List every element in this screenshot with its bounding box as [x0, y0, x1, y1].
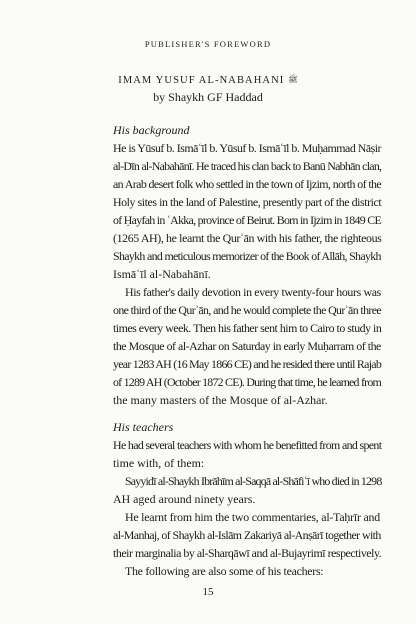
- honorific-seal-icon: ﷺ: [288, 75, 298, 84]
- page-number: 15: [202, 586, 214, 598]
- chapter-title: [0, 74, 416, 86]
- text-line: their marginalia by al-Sharqāwī and al-Bujayrimī respectively.: [113, 546, 382, 560]
- text-line: His father's daily devotion in every twenty-four hours was: [125, 285, 381, 299]
- text-line: of 1289 AH (October 1872 CE). During that time, he learned from: [113, 375, 382, 389]
- text-line: year 1283 AH (16 May 1866 CE) and he resided there until Rajab: [113, 357, 382, 371]
- text-line: time with, of them:: [113, 456, 205, 470]
- text-line: He had several teachers with whom he benefitted from and spent: [113, 438, 382, 452]
- running-head: PUBLISHER'S FOREWORD: [144, 39, 272, 49]
- text-line: The following are also some of his teachers:: [125, 564, 324, 578]
- text-line: (1265 AH), he learnt the Qurʾān with his father, the righteous: [113, 231, 382, 245]
- text-line: Sayyidī al-Shaykh Ibrāhīm al-Saqqā al-Shāfiʿī who died in 1298: [125, 474, 382, 488]
- text-line: the Mosque of al-Azhar on Saturday in early Muḥarram of the: [113, 339, 381, 353]
- text-line: al-Dīn al-Nabahānī. He traced his clan back to Banū Nabhān clan,: [113, 159, 382, 173]
- text-line: one third of the Qurʾān, and he would complete the Qurʾān three: [113, 303, 382, 317]
- text-line: of Ḥayfah in ʿAkka, province of Beirut. Born in Ijzim in 1849 CE: [113, 213, 382, 227]
- text-line: times every week. Then his father sent him to Cairo to study in: [113, 321, 382, 335]
- text-line: Shaykh and meticulous memorizer of the Book of Allāh, Shaykh: [113, 249, 381, 263]
- section-heading-teachers: His teachers: [113, 420, 174, 434]
- text-line: AH aged around ninety years.: [113, 492, 256, 506]
- author-byline: by Shaykh GF Haddad: [153, 90, 263, 104]
- text-line: He is Yūsuf b. Ismāʿīl b. Yūsuf b. Ismāʿīl b. Muḥammad Nāṣir: [113, 141, 381, 155]
- text-line: the many masters of the Mosque of al-Azhar.: [113, 393, 328, 407]
- text-line: an Arab desert folk who settled in the town of Ijzim, north of the: [113, 177, 382, 191]
- text-line: Holy sites in the land of Palestine, presently part of the district: [113, 195, 382, 209]
- section-heading-background: His background: [113, 123, 190, 137]
- text-line: al-Manhaj, of Shaykh al-Islām Zakariyā al-Anṣārī together with: [113, 528, 381, 542]
- text-line: Ismāʿīl al-Nabahānī.: [113, 267, 211, 281]
- text-line: He learnt from him the two commentaries, al-Taḥrīr and: [125, 510, 380, 524]
- chapter-title-text: IMAM YUSUF AL-NABAHANI: [118, 75, 285, 86]
